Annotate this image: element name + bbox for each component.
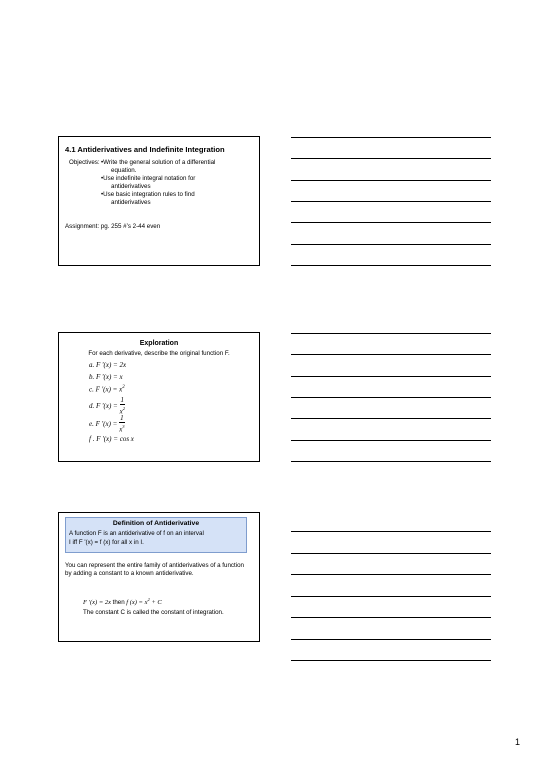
objective-item	[101, 175, 251, 191]
fraction-numerator: 1	[120, 396, 125, 404]
item-e-fraction	[119, 415, 125, 433]
slide-1-title: 4.1 Antiderivatives and Indefinite Integration	[65, 145, 225, 154]
objective-text-cont: antiderivatives	[111, 183, 151, 190]
objective-text: •Write the general solution of a differential	[101, 159, 216, 166]
slide-2-title: Exploration	[139, 340, 179, 347]
fraction-denominator: x	[119, 407, 123, 416]
fraction-denominator: x	[119, 425, 123, 434]
item-c-exponent: 2	[122, 385, 125, 390]
equation-tail: + C	[151, 599, 162, 607]
objective-text: •Use indefinite integral notation for	[101, 175, 196, 182]
slide-3	[58, 512, 260, 642]
fraction-exponent: 3	[122, 424, 125, 429]
exploration-item-d	[89, 397, 125, 415]
fraction-numerator: 1	[120, 414, 124, 422]
page-number: 1	[515, 737, 521, 747]
definition-title: Definition of Antiderivative	[112, 520, 200, 527]
constant-text: The constant C is called the constant of integration.	[83, 609, 224, 616]
fraction-exponent: 2	[122, 406, 125, 411]
definition-line-1: A function F is an antiderivative of f on an interval	[69, 530, 204, 537]
equation-then: then	[112, 599, 125, 607]
item-c-text: c. F '(x) = x	[89, 385, 123, 394]
objective-item	[101, 191, 251, 207]
slide-1	[58, 136, 260, 266]
slide-2-subtitle: For each derivative, describe the original function F.	[88, 350, 230, 357]
slide-2	[58, 332, 260, 462]
definition-box	[65, 517, 247, 553]
definition-line-2: I iff F '(x) = f (x) for all x in I.	[69, 539, 144, 546]
assignment-text: Assignment: pg. 255 #’s 2-44 even	[65, 223, 161, 230]
objective-text: •Use basic integration rules to find	[101, 191, 195, 198]
exploration-item-e	[89, 415, 125, 433]
equation-right: f (x) = x	[126, 599, 148, 607]
equation-left: F '(x) = 2x	[83, 599, 111, 607]
objective-text-cont: antiderivatives	[111, 199, 151, 206]
objectives-list	[101, 159, 251, 207]
item-d-fraction	[120, 397, 126, 415]
exploration-item-a: a. F '(x) = 2x	[89, 361, 127, 369]
equation-exponent: 2	[147, 597, 150, 602]
item-e-lhs: e. F '(x) =	[89, 419, 118, 428]
item-d-lhs: d. F '(x) =	[89, 401, 118, 410]
family-paragraph: You can represent the entire family of antiderivatives of a function by adding a constant to a known antiderivative.	[65, 562, 244, 577]
objective-item	[101, 159, 251, 175]
objectives-label: Objectives:	[69, 159, 100, 166]
exploration-item-b: b. F '(x) = x	[89, 373, 123, 381]
exploration-item-c	[89, 385, 125, 393]
objective-text-cont: equation.	[111, 167, 137, 174]
exploration-item-f: f . F '(x) = cos x	[89, 435, 134, 443]
example-equation	[83, 597, 162, 606]
